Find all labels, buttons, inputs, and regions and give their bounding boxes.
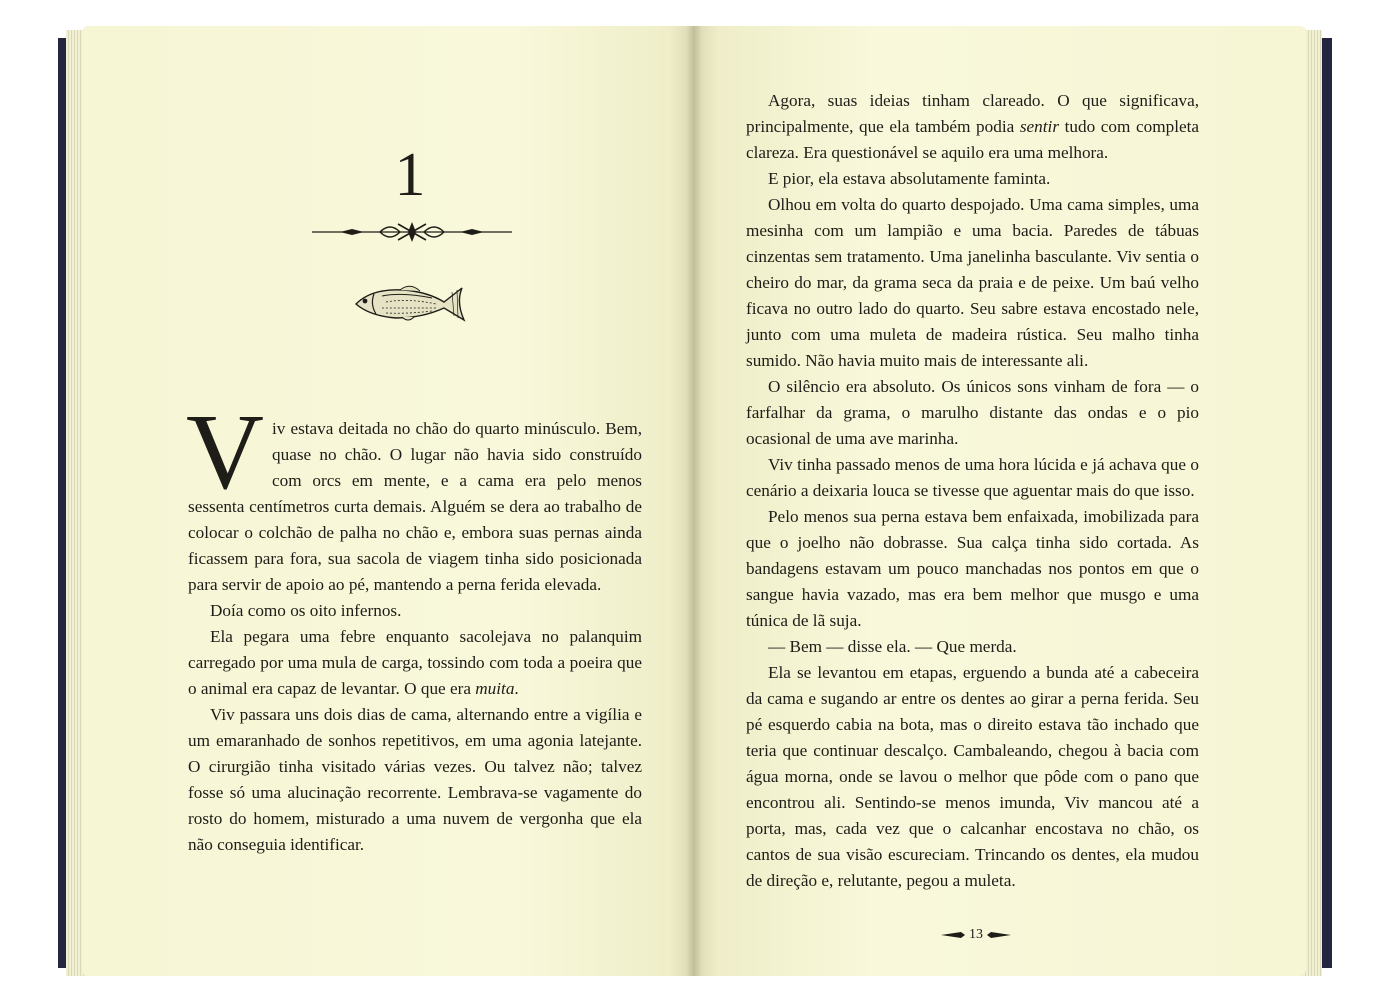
right-page-text	[746, 88, 1199, 894]
paragraph: — Bem — disse ela. — Que merda.	[768, 637, 1017, 656]
paragraph-text: tudo com completa clareza. Era questionável se aquilo era uma melhora.	[746, 117, 1199, 162]
paragraph: Doía como os oito infernos.	[210, 601, 402, 620]
paragraph	[188, 624, 642, 702]
paragraph: O silêncio era absoluto. Os únicos sons vinham de fora — o farfalhar da grama, o marulho distante das ondas e o pio ocasional de uma ave marinha.	[746, 377, 1199, 448]
paragraph	[746, 88, 1199, 166]
left-page-text	[186, 393, 642, 858]
paragraph: Viv tinha passado menos de uma hora lúcida e já achava que o cenário a deixaria louca se tivesse que aguentar mais do que isso.	[746, 455, 1199, 500]
page-number-label: 13	[969, 927, 983, 942]
paragraph-text: Agora, suas ideias tinham clareado. O que significava, principalmente, que ela também podia	[746, 91, 1199, 136]
paragraph: Ela se levantou em etapas, erguendo a bunda até a cabeceira da cama e sugando ar entre os dentes ao girar a perna ferida. Seu pé esquerdo cabia na bota, mas o direito estava tão inchado que teria que continuar descalço. Cambaleando, chegou à bacia com água morna, onde se lavou o melhor que pôde com o pano que encontrou ali. Sentindo-se menos imunda, Viv mancou até a porta, mas, cada vez que o calcanhar encostava no chão, os cantos de sua visão escureciam. Trincando os dentes, ela mudou de direção e, relutante, pegou a muleta.	[746, 663, 1199, 890]
paragraph-text: Ela pegara uma febre enquanto sacolejava no palanquim carregado por uma mula de carga, tossindo com toda a poeira que o animal era capaz de levantar. O que era	[188, 627, 642, 698]
folio-arrow-icon	[987, 931, 1011, 939]
fish-engraving-icon	[352, 282, 468, 324]
paragraph: Olhou em volta do quarto despojado. Uma cama simples, uma mesinha com um lampião e uma bacia. Paredes de tábuas cinzentas sem tratamento. Uma janelinha basculante. Viv sentia o cheiro do mar, da grama seca da praia e de peixe. Um baú velho ficava no outro lado do quarto. Seu sabre estava encostado nele, junto com uma muleta de madeira rústica. Seu malho tinha sumido. Não havia muito mais de interessante ali.	[746, 195, 1199, 370]
paragraph: Viv passara uns dois dias de cama, alternando entre a vigília e um emaranhado de sonhos repetitivos, em uma agonia latejante. O cirurgião tinha visitado várias vezes. Ou talvez não; talvez fosse só uma alucinação recorrente. Lembrava-se vagamente do rosto do homem, misturado a uma nuvem de vergonha que ela não conseguia identificar.	[188, 705, 642, 854]
paragraph-text: .	[514, 679, 519, 698]
folio-arrow-icon	[941, 931, 965, 939]
chapter-number: 1	[394, 141, 426, 209]
emphasis-text: sentir	[1019, 117, 1060, 136]
paragraph	[186, 393, 642, 598]
book-gutter	[686, 26, 702, 976]
paragraph: E pior, ela estava absolutamente faminta.	[768, 169, 1051, 188]
flourish-divider-icon	[310, 220, 514, 244]
emphasis-text: muita	[475, 679, 515, 698]
paragraph: Pelo menos sua perna estava bem enfaixada, imobilizada para que o joelho não dobrasse. Sua calça tinha sido cortada. As bandagens estavam um pouco manchadas nos pontos em que o sangue havia vazado, mas era bem melhor que musgo e uma túnica de lã suja.	[746, 507, 1199, 630]
paragraph-text: iv estava deitada no chão do quarto minúsculo. Bem, quase no chão. O lugar não havia sido construído com orcs em mente, e a cama era pelo menos sessenta centímetros curta demais. Alguém se dera ao trabalho de colocar o colchão de palha no chão e, embora suas pernas ainda ficassem para fora, sua sacola de viagem tinha sido posicionada para servir de apoio ao pé, mantendo a perna ferida elevada.	[188, 419, 642, 594]
drop-cap: V	[186, 393, 264, 512]
page-number	[930, 925, 1022, 945]
